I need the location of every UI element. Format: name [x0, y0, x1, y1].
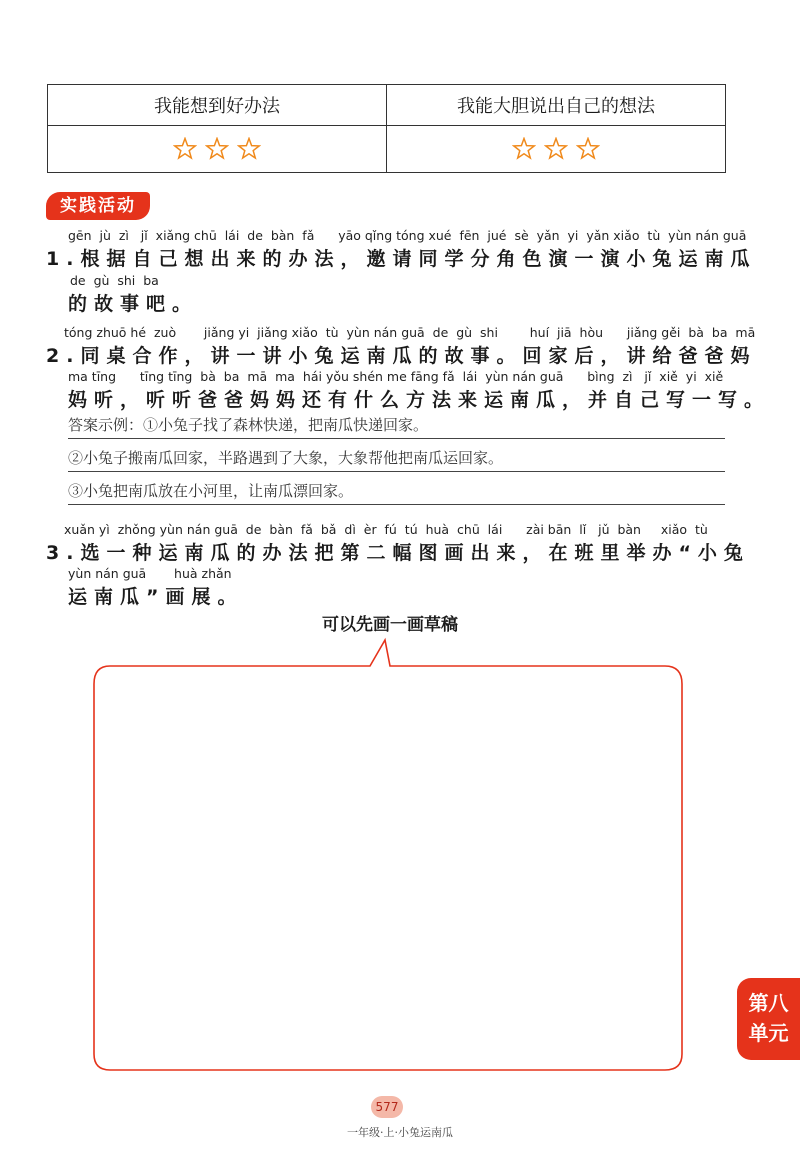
q3-pinyin-line2: yùn nán guā huà zhǎn — [68, 566, 232, 581]
page-number: 577 — [371, 1096, 403, 1118]
draft-title: 可以先画一画草稿 — [322, 615, 458, 635]
eval-stars-ideas — [48, 126, 387, 173]
answer-line-3[interactable]: ③小兔把南瓜放在小河里，让南瓜漂回家。 — [68, 478, 725, 505]
unit-tab — [737, 978, 800, 1060]
answer-line-2[interactable]: ②小兔子搬南瓜回家，半路遇到了大象，大象帮他把南瓜运回家。 — [68, 445, 725, 472]
q3-pinyin-line1: xuǎn yì zhǒng yùn nán guā de bàn fǎ bǎ dì èr fú tú huà chū lái zài bān lǐ jǔ bàn xiǎo tù — [64, 522, 708, 537]
q3-text-line2: 运南瓜”画展。 — [68, 586, 244, 608]
q1-pinyin-line2: de gù shi ba — [70, 273, 159, 288]
drawing-area[interactable] — [90, 636, 690, 1076]
section-banner: 实践活动 — [46, 192, 150, 220]
answer-line-1[interactable]: 答案示例：①小兔子找了森林快递，把南瓜快递回家。 — [68, 412, 725, 439]
evaluation-table — [47, 84, 726, 173]
q2-pinyin-line1: tóng zhuō hé zuò jiǎng yi jiǎng xiǎo tù yùn nán guā de gù shi huí jiā hòu jiǎng gěi bà ba mā — [64, 325, 756, 340]
star-icon[interactable] — [576, 137, 600, 161]
eval-header-ideas: 我能想到好办法 — [48, 85, 387, 126]
star-icon[interactable] — [237, 137, 261, 161]
unit-tab-line1: 第八 — [748, 991, 789, 1015]
q1-pinyin-line1: gēn jù zì jǐ xiǎng chū lái de bàn fǎ yāo qǐng tóng xué fēn jué sè yǎn yi yǎn xiǎo tù yùn nán guā — [68, 228, 747, 243]
star-icon[interactable] — [512, 137, 536, 161]
unit-tab-line2: 单元 — [748, 1021, 789, 1045]
q3-text-line1: 3.选一种运南瓜的办法把第二幅图画出来，在班里举办“小兔 — [46, 542, 750, 564]
star-icon[interactable] — [173, 137, 197, 161]
footer-text: 一年级·上·小兔运南瓜 — [347, 1126, 453, 1139]
q1-text-line2: 的故事吧。 — [68, 293, 199, 315]
q1-text-line1: 1.根据自己想出来的办法，邀请同学分角色演一演小兔运南瓜 — [46, 248, 757, 270]
eval-stars-speak — [387, 126, 726, 173]
eval-header-speak: 我能大胆说出自己的想法 — [387, 85, 726, 126]
star-icon[interactable] — [544, 137, 568, 161]
star-icon[interactable] — [205, 137, 229, 161]
q2-text-line1: 2.同桌合作，讲一讲小兔运南瓜的故事。回家后，讲给爸爸妈 — [46, 345, 757, 367]
q2-pinyin-line2: ma tīng tīng tīng bà ba mā ma hái yǒu shén me fāng fǎ lái yùn nán guā bìng zì jǐ xiě yi xiě — [68, 369, 724, 384]
q2-text-line2: 妈听，听听爸爸妈妈还有什么方法来运南瓜，并自己写一写。 — [68, 389, 771, 411]
